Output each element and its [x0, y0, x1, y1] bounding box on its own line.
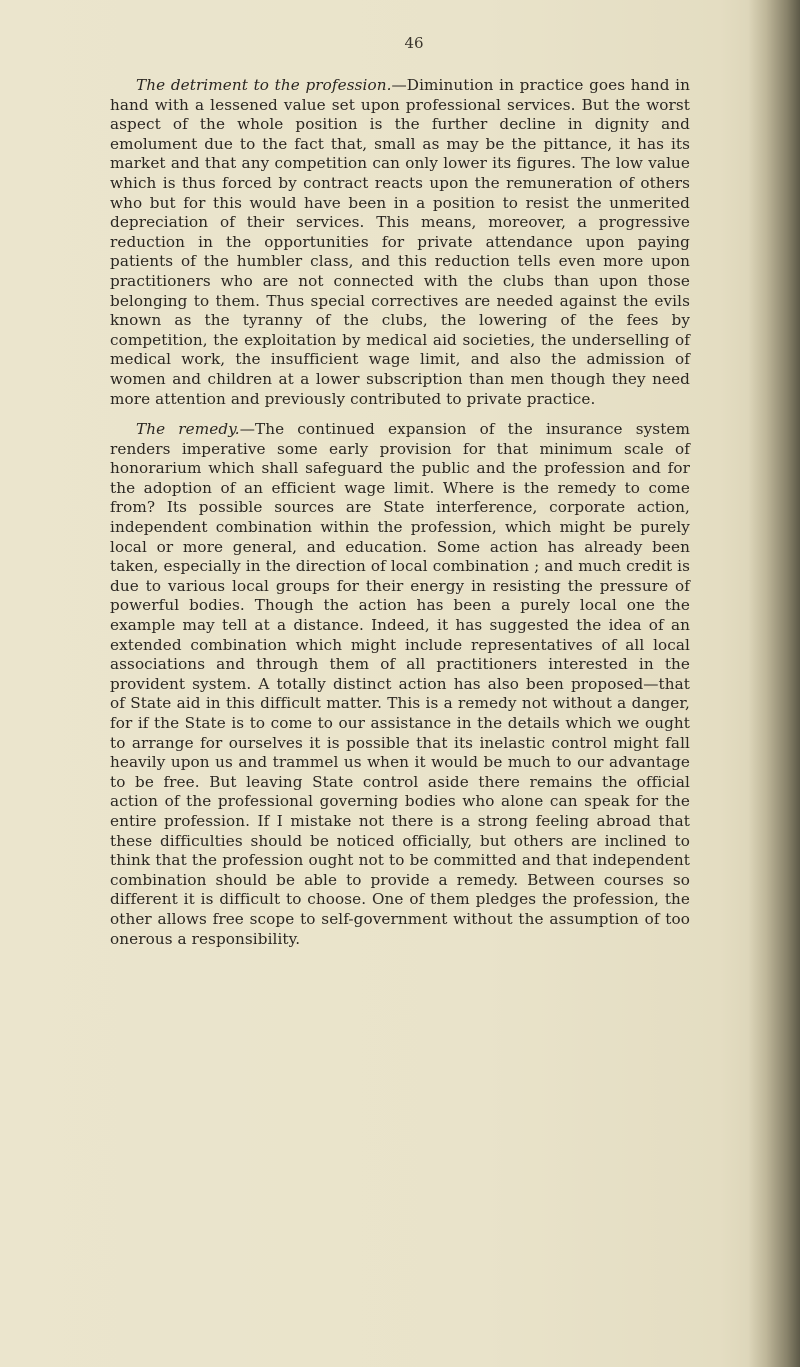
page-number: 46 — [404, 34, 424, 52]
paragraph-detriment — [110, 76, 690, 409]
paragraph-remedy — [110, 420, 690, 949]
paragraph-heading: The remedy. — [136, 420, 240, 439]
paragraph-heading: The detriment to the profession. — [136, 76, 392, 94]
page-edge-shadow — [748, 0, 800, 1367]
paragraph-text: —The continued expansion of the insurance system renders imperative some early provision for that minimum scale of honorarium which shall safeguard the public and the profession and for the adoption of an efficient wage limit. Where is the remedy to come from? Its possible sources are State interference, corporate action, independent combination within the profession, which might be purely local or more general, and education. Some action has already been taken, especially in the direction of local combination ; and much credit is due to various local groups for their energy in resisting the pressure of powerful bodies. Though the action has been a purely local one the example may tell at a distance. Indeed, it has suggested the idea of an extended combination which might include representatives of all local associations and through them of all practitioners interested in the provident system. A totally distinct action has also been proposed—that of State aid in this difficult matter. This is a remedy not without a danger, for if the State is to come to our assistance in the details which we ought to arrange for ourselves it is possible that its inelastic control might fall heavily upon us and trammel us when it would be much to our advantage to be free. But leaving State control aside there remains the official action of the professional governing bodies who alone can speak for the entire profession. If I mistake not there is a strong feeling abroad that these difficulties should be noticed officially, but others are inclined to think that the profession ought not to be committed and that independent combination should be able to provide a remedy. Between courses so different it is difficult to choose. One of them pledges the profession, the other allows free scope to self-government without the assumption of too onerous a responsibility. — [110, 420, 690, 948]
body-text — [110, 76, 690, 960]
paragraph-text: —Diminution in practice goes hand in hand with a lessened value set upon professional services. But the worst aspect of the whole position is the further decline in dignity and emolument due to the fact that, small as may be the pittance, it has its market and that any competition can only lower its figures. The low value which is thus forced by contract reacts upon the remuneration of others who but for this would have been in a position to resist the unmerited depreciation of their services. This means, moreover, a progressive reduction in the opportunities for private attendance upon paying patients of the humbler class, and this reduction tells even more upon practitioners who are not connected with the clubs than upon those belonging to them. Thus special correctives are needed against the evils known as the tyranny of the clubs, the lowering of the fees by competition, the exploitation by medical aid societies, the underselling of medical work, the insufficient wage limit, and also the admission of women and children at a lower subscription than men though they need more attention and previously contributed to private practice. — [110, 76, 690, 408]
